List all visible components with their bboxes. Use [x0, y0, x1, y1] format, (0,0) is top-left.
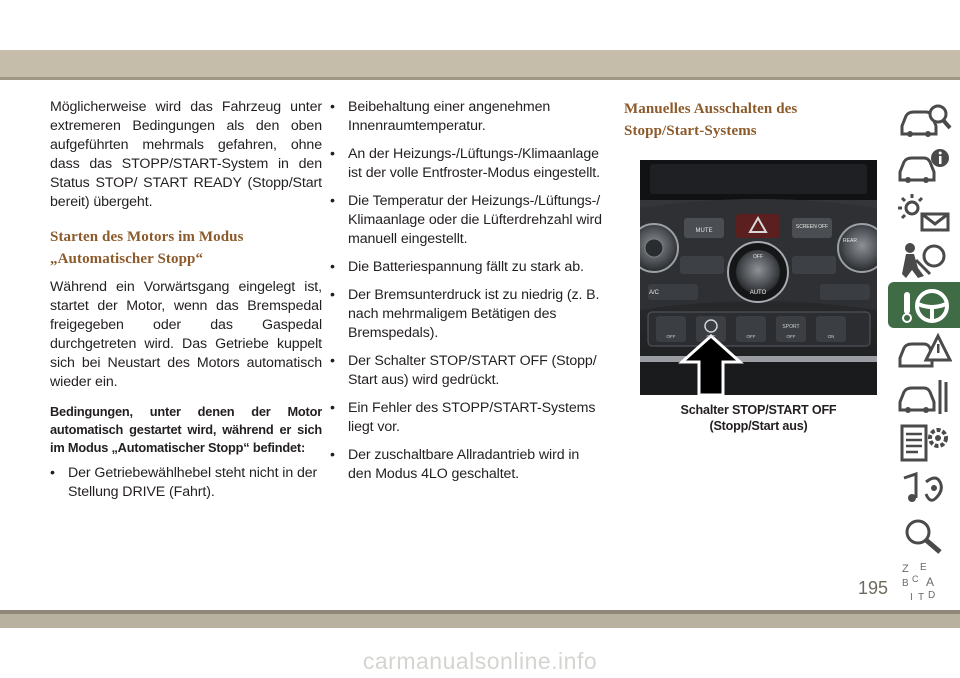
tab-light-mail[interactable] [888, 190, 960, 236]
climate-panel-illustration [640, 160, 877, 395]
dashboard-photo [640, 160, 877, 395]
light-mail-icon [896, 192, 952, 234]
svg-text:B: B [902, 578, 909, 589]
svg-text:C: C [912, 574, 919, 584]
tab-list-gear[interactable] [888, 420, 960, 466]
svg-text:A: A [926, 575, 935, 589]
svg-text:SPORT: SPORT [782, 324, 800, 330]
photo-caption: Schalter STOP/START OFF (Stopp/Start aus) [680, 403, 837, 433]
svg-text:D: D [928, 590, 936, 601]
car-info-icon [896, 146, 952, 188]
car-tools-icon [896, 376, 952, 418]
tab-car-tools[interactable] [888, 374, 960, 420]
svg-text:ON: ON [827, 334, 835, 339]
svg-text:OFF: OFF [666, 334, 676, 339]
tab-magnifier[interactable] [888, 512, 960, 558]
list-item: • Der Schalter STOP/START OFF (Stopp/ Start aus) wird gedrückt. [330, 353, 597, 388]
section-heading-manual-off: Manuelles Ausschalten des Stopp/Start-Systems [624, 101, 798, 139]
ac-label: A/C [648, 290, 660, 296]
top-rule [0, 77, 960, 80]
car-warning-icon [896, 330, 952, 372]
bullet-list-col1 [50, 464, 322, 502]
rear-label: REAR [843, 238, 857, 244]
tab-alphabet-index[interactable] [888, 556, 960, 602]
page-number: 195 [857, 578, 888, 598]
tab-car-search[interactable] [888, 98, 960, 144]
svg-text:OFF: OFF [706, 334, 716, 339]
list-item: • Ein Fehler des STOPP/START-Systems liegt vor. [330, 400, 596, 435]
svg-text:T: T [918, 592, 925, 603]
list-gear-icon [896, 422, 952, 464]
alphabet-index-icon [896, 558, 952, 604]
tab-airbag[interactable] [888, 236, 960, 282]
svg-text:OFF: OFF [786, 334, 796, 339]
svg-text:Z: Z [902, 563, 909, 575]
restart-paragraph: Während ein Vorwärtsgang eingelegt ist, startet der Motor, wenn das Bremspedal freigegeben oder das Gaspedal durchgetreten wird. Das Getriebe kuppelt sich bei Neustart des Motors automatisch wieder ein. [50, 279, 322, 390]
svg-text:I: I [910, 592, 913, 603]
fan-off-label: OFF [753, 254, 763, 260]
tab-multimedia[interactable] [888, 466, 960, 512]
section-heading-auto-stop-start: Starten des Motors im Modus „Automatischer Stopp“ [50, 229, 244, 267]
list-item: • Der Bremsunterdruck ist zu niedrig (z. B. nach mehrmaligem Betätigen des Bremspedals). [330, 287, 600, 341]
multimedia-icon [896, 468, 952, 510]
intro-paragraph: Möglicherweise wird das Fahrzeug unter extremeren Bedingungen als den oben aufgeführten mehrmals gefahren, ohne dass das STOPP/START-System in den Status STOP/ START READY (Stopp/Start bereit) übergeht. [50, 99, 322, 210]
column-3 [624, 98, 880, 142]
conditions-subheading: Bedingungen, unter denen der Motor automatisch gestartet wird, während er sich im Modus „Automatischer Stopp“ befindet: [50, 404, 322, 455]
auto-label: AUTO [749, 290, 767, 296]
screen-off-label: SCREEN OFF [795, 224, 829, 230]
magnifier-icon [896, 514, 952, 556]
svg-text:OFF: OFF [746, 334, 756, 339]
list-item: • An der Heizungs-/Lüftungs-/Klimaanlage ist der volle Entfroster-Modus eingestellt. [330, 146, 600, 181]
steering-key-icon [896, 284, 952, 326]
list-item: • Die Temperatur der Heizungs-/Lüftungs-/ Klimaanlage oder die Lüfterdrehzahl wird manuell eingestellt. [330, 193, 602, 247]
tab-car-warning[interactable] [888, 328, 960, 374]
tab-steering-key[interactable] [888, 282, 960, 328]
list-item: • Der zuschaltbare Allradantrieb wird in den Modus 4LO geschaltet. [330, 447, 580, 482]
airbag-icon [896, 238, 952, 280]
list-item: • Beibehaltung einer angenehmen Innenraumtemperatur. [330, 99, 551, 134]
watermark: carmanualsonline.info [362, 648, 598, 674]
bullet-list-col2 [330, 98, 605, 484]
bottom-decorative-band [0, 614, 960, 628]
car-search-icon [896, 100, 952, 142]
top-decorative-band [0, 50, 960, 77]
mute-label: MUTE [695, 228, 713, 234]
list-item: • Der Getriebewählhebel steht nicht in der Stellung DRIVE (Fahrt). [50, 465, 318, 500]
tab-car-info[interactable] [888, 144, 960, 190]
list-item: • Die Batteriespannung fällt zu stark ab. [330, 259, 584, 275]
column-1 [50, 98, 322, 502]
svg-text:E: E [920, 562, 927, 573]
column-2 [330, 98, 605, 493]
